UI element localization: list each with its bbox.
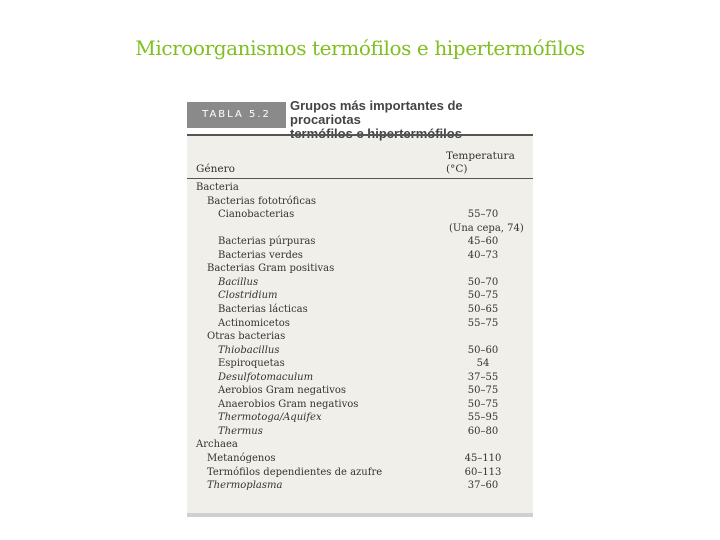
- table-scan: [187, 97, 533, 517]
- temperature-cell: 50–60: [467, 344, 499, 356]
- table-row: [187, 438, 533, 452]
- genus-cell: Desulfotomaculum: [218, 371, 314, 383]
- table-row: [187, 222, 533, 236]
- genus-cell: Termófilos dependientes de azufre: [207, 466, 383, 478]
- table-row: [187, 357, 533, 371]
- table-row: [187, 262, 533, 276]
- table-header-band: [187, 97, 533, 134]
- genus-cell: Aerobios Gram negativos: [218, 385, 347, 397]
- temperature-cell: 37–60: [467, 480, 499, 492]
- temperature-cell: 55–70: [467, 209, 499, 221]
- temperature-cell: 50–65: [467, 303, 499, 315]
- top-rule: [187, 134, 533, 136]
- table-row: [187, 479, 533, 493]
- temperature-cell: (Una cepa, 74): [449, 222, 524, 234]
- column-header-genus: Género: [196, 163, 235, 175]
- table-row: [187, 303, 533, 317]
- genus-cell: Cianobacterias: [218, 209, 295, 221]
- temperature-cell: 55–75: [467, 317, 499, 329]
- genus-cell: Archaea: [196, 439, 238, 451]
- genus-cell: Bacterias verdes: [218, 249, 303, 261]
- genus-cell: Bacterias púrpuras: [218, 236, 316, 248]
- table-row: [187, 208, 533, 222]
- genus-cell: Bacteria: [196, 182, 239, 193]
- table-row: [187, 384, 533, 398]
- column-header-temperature-line1: Temperatura: [446, 150, 515, 162]
- table-row: [187, 181, 533, 195]
- genus-cell: Clostridium: [218, 290, 278, 302]
- genus-cell: Bacterias Gram positivas: [207, 263, 335, 275]
- header-rule: [187, 178, 533, 179]
- genus-cell: Anaerobios Gram negativos: [218, 398, 359, 410]
- temperature-cell: 45–60: [467, 236, 499, 248]
- temperature-cell: 50–75: [467, 290, 499, 302]
- table-row: [187, 249, 533, 263]
- temperature-cell: 50–75: [467, 385, 499, 397]
- table-row: [187, 330, 533, 344]
- table-row: [187, 398, 533, 412]
- temperature-cell: 40–73: [467, 249, 499, 261]
- table-row: [187, 289, 533, 303]
- genus-cell: Actinomicetos: [218, 317, 290, 329]
- column-header-temperature: [446, 150, 515, 176]
- genus-cell: Thermus: [218, 425, 263, 437]
- temperature-cell: 54: [476, 358, 490, 370]
- genus-cell: Thermotoga/Aquifex: [218, 412, 322, 424]
- table-row: [187, 195, 533, 209]
- genus-cell: Espiroquetas: [218, 358, 285, 370]
- genus-cell: Bacterias lácticas: [218, 303, 308, 315]
- temperature-cell: 55–95: [467, 412, 499, 424]
- table-row: [187, 466, 533, 480]
- temperature-cell: 50–75: [467, 398, 499, 410]
- genus-cell: Thiobacillus: [218, 344, 280, 356]
- table-row: [187, 344, 533, 358]
- table-title-line1: Grupos más importantes de procariotas: [290, 98, 463, 127]
- table-number-label: TABLA 5.2: [187, 102, 286, 128]
- temperature-cell: 60–113: [464, 466, 502, 478]
- table-row: [187, 425, 533, 439]
- genus-cell: Bacterias fototróficas: [207, 195, 317, 207]
- table-row: [187, 411, 533, 425]
- column-header-temperature-line2: (°C): [446, 163, 468, 175]
- genus-cell: Thermoplasma: [207, 480, 283, 492]
- table-row: [187, 235, 533, 249]
- table-bottom-edge: [187, 513, 533, 517]
- table-row: [187, 371, 533, 385]
- table-row: [187, 276, 533, 290]
- genus-cell: Otras bacterias: [207, 331, 286, 343]
- temperature-cell: 37–55: [467, 371, 499, 383]
- genus-cell: Bacillus: [218, 276, 259, 288]
- temperature-cell: 60–80: [467, 425, 499, 437]
- slide-title: Microorganismos termófilos e hipertermófilos: [135, 36, 585, 60]
- temperature-cell: 45–110: [464, 453, 502, 464]
- table-row: [187, 452, 533, 466]
- temperature-cell: 50–70: [467, 276, 499, 288]
- genus-cell: Metanógenos: [207, 453, 276, 464]
- table-row: [187, 317, 533, 331]
